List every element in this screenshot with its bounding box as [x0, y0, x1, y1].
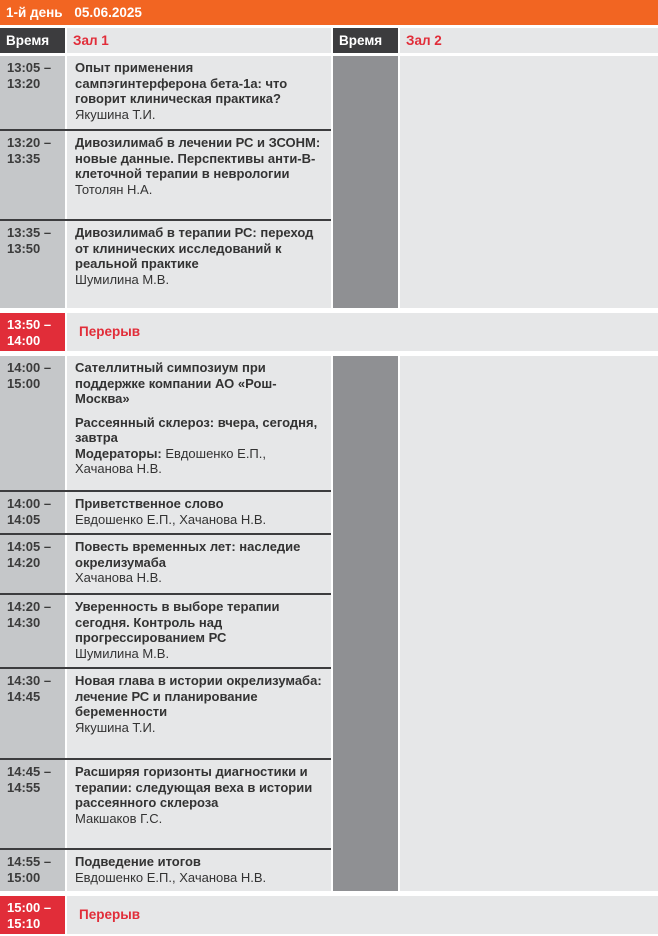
talk-title: Приветственное слово	[75, 496, 224, 511]
time-end: 13:20	[7, 75, 41, 91]
time-cell	[0, 669, 65, 758]
time-end: 15:00	[7, 869, 41, 885]
talk-cell	[67, 535, 331, 593]
time-cell	[0, 492, 65, 533]
time-cell	[0, 221, 65, 308]
time-end: 15:10	[7, 915, 41, 931]
hall2-content-column-empty	[400, 56, 658, 308]
time-end: 14:45	[7, 688, 41, 704]
time-end: 14:00	[7, 332, 41, 348]
time-end: 15:00	[7, 375, 41, 391]
talk-title: Повесть временных лет: наследие окрелизумаба	[75, 539, 301, 570]
break-time-cell	[0, 896, 65, 934]
talk-speaker: Евдошенко Е.П., Хачанова Н.В.	[75, 511, 267, 527]
talk-cell	[67, 669, 331, 758]
time-end: 14:30	[7, 614, 41, 630]
talk-title: Дивозилимаб в лечении РС и ЗСОНМ: новые данные. Перспективы анти-В-клеточной терапии в неврологии	[75, 135, 321, 181]
talk-title: Подведение итогов	[75, 854, 201, 869]
break-label: Перерыв	[67, 313, 658, 351]
talk-speaker: Макшаков Г.С.	[75, 810, 163, 826]
time-start: 13:50 –	[7, 317, 52, 332]
break-label: Перерыв	[67, 896, 658, 934]
talk-speaker: Тотолян Н.А.	[75, 181, 153, 197]
time-start: 14:05 –	[7, 539, 52, 554]
talk-cell	[67, 595, 331, 667]
time-cell	[0, 131, 65, 219]
time-cell	[0, 850, 65, 891]
talk-cell	[67, 131, 331, 219]
time-start: 15:00 –	[7, 900, 52, 915]
time-start: 14:20 –	[7, 599, 52, 614]
symposium-title: Сателлитный симпозиум при поддержке компании АО «Рош-Москва»	[75, 360, 277, 406]
time-end: 14:20	[7, 554, 41, 570]
time-start: 14:00 –	[7, 496, 52, 511]
time-end: 13:50	[7, 240, 41, 256]
time-header-hall2: Время	[333, 28, 398, 53]
hall2-content-column-empty	[400, 356, 658, 891]
symposium-cell	[67, 356, 331, 490]
talk-cell	[67, 850, 331, 891]
time-start: 14:55 –	[7, 854, 52, 869]
time-end: 13:35	[7, 150, 41, 166]
talk-speaker: Шумилина М.В.	[75, 645, 170, 661]
time-start: 14:30 –	[7, 673, 52, 688]
hall2-time-column-empty	[333, 56, 398, 308]
talk-title: Уверенность в выборе терапии сегодня. Контроль над прогрессированием РС	[75, 599, 280, 645]
spacer	[75, 407, 327, 415]
break-time-cell	[0, 313, 65, 351]
talk-cell	[67, 760, 331, 848]
talk-title: Дивозилимаб в терапии РС: переход от клинических исследований к реальной практике	[75, 225, 314, 271]
talk-title: Новая глава в истории окрелизумаба: лечение РС и планирование беременности	[75, 673, 322, 719]
time-header-hall1: Время	[0, 28, 65, 53]
talk-title: Опыт применения сампэгинтерферона бета-1а: что говорит клиническая практика?	[75, 60, 288, 106]
moderators-label: Модераторы:	[75, 445, 162, 461]
moderators-names: Евдошенко Е.П., Хачанова Н.В.	[75, 445, 267, 476]
hall2-time-column-empty	[333, 356, 398, 891]
time-cell	[0, 535, 65, 593]
day-date: 05.06.2025	[74, 5, 142, 20]
talk-cell	[67, 221, 331, 308]
time-start: 13:20 –	[7, 135, 52, 150]
moderators-line	[75, 446, 327, 477]
time-end: 14:05	[7, 511, 41, 527]
talk-cell	[67, 56, 331, 129]
time-end: 14:55	[7, 779, 41, 795]
time-start: 13:35 –	[7, 225, 52, 240]
time-cell	[0, 56, 65, 129]
talk-cell	[67, 492, 331, 533]
time-start: 14:45 –	[7, 764, 52, 779]
day-label: 1-й день	[6, 5, 63, 20]
day-header	[0, 0, 658, 25]
talk-speaker: Якушина Т.И.	[75, 106, 156, 122]
time-cell	[0, 760, 65, 848]
talk-speaker: Якушина Т.И.	[75, 719, 156, 735]
talk-speaker: Евдошенко Е.П., Хачанова Н.В.	[75, 869, 267, 885]
hall2-header: Зал 2	[400, 28, 658, 53]
time-start: 14:00 –	[7, 360, 52, 375]
time-start: 13:05 –	[7, 60, 52, 75]
talk-title: Расширяя горизонты диагностики и терапии: следующая веха в истории рассеянного склероза	[75, 764, 313, 810]
talk-speaker: Шумилина М.В.	[75, 271, 170, 287]
talk-speaker: Хачанова Н.В.	[75, 570, 162, 585]
symposium-subtitle: Рассеянный склероз: вчера, сегодня, завтра	[75, 414, 318, 445]
time-cell	[0, 595, 65, 667]
hall1-header: Зал 1	[67, 28, 331, 53]
time-cell	[0, 356, 65, 490]
